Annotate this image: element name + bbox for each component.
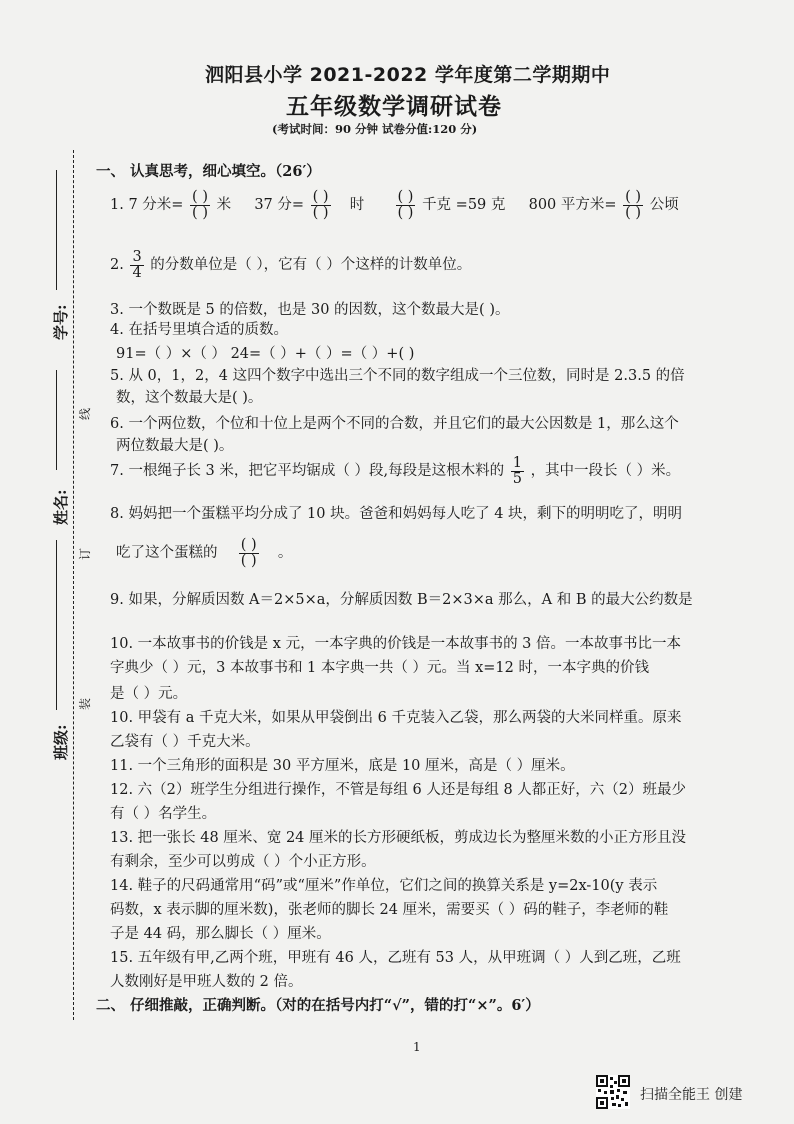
binding-dashed-line xyxy=(73,150,74,1020)
question-4-blanks: 91=（ ）×（ ） 24=（ ）+（ ）=（ ）+( ) xyxy=(116,346,415,362)
question-5-line1: 5. 从 0，1，2，4 这四个数字中选出三个不同的数字组成一个三位数，同时是 2.3.5 的倍 xyxy=(110,368,685,384)
q2-fraction: $\frac{3}{4}$ xyxy=(132,249,142,281)
exam-info: (考试时间：90 分钟 试卷分值:120 分) xyxy=(272,122,478,136)
question-15-line1: 15. 五年级有甲,乙两个班，甲班有 46 人，乙班有 53 人，从甲班调（ ）人到乙班，乙班 xyxy=(110,950,681,966)
q7-fraction: $\frac{1}{5}$ xyxy=(512,455,522,487)
bind-char: 装 xyxy=(78,697,92,710)
question-11: 11. 一个三角形的面积是 30 平方厘米，底是 10 厘米，高是（ ）厘米。 xyxy=(110,758,575,774)
question-2: 2. $\frac{3}{4}$ 的分数单位是（ ），它有（ ）个这样的计数单位。 xyxy=(110,249,472,281)
exam-title-line2: 五年级数学调研试卷 xyxy=(286,94,502,120)
q1-a-unit: 米 xyxy=(216,197,232,213)
qr-code-icon xyxy=(596,1075,630,1109)
q1-c-fraction: $\frac{( )}{( )}$ xyxy=(397,189,414,221)
q1-d-fraction: $\frac{( )}{( )}$ xyxy=(625,189,642,221)
question-13-line2: 有剩余，至少可以剪成（ ）个小正方形。 xyxy=(110,854,376,870)
q1-d-text: 800 平方米= xyxy=(528,197,617,213)
student-id-label: 学号: xyxy=(52,304,70,340)
section2-heading: 二、 仔细推敲，正确判断。（对的在括号内打“√”，错的打“×”。6′） xyxy=(96,997,540,1014)
staple-char: 订 xyxy=(78,547,92,560)
question-10b-line1: 10. 甲袋有 a 千克大米，如果从甲袋倒出 6 千克装入乙袋，那么两袋的大米同样重。原来 xyxy=(110,710,682,726)
question-14-line1: 14. 鞋子的尺码通常用“码”或“厘米”作单位，它们之间的换算关系是 y=2x-10(y 表示 xyxy=(110,878,658,894)
q1-b-text: 37 分= xyxy=(254,197,305,213)
question-10b-line2: 乙袋有（ ）千克大米。 xyxy=(110,734,260,750)
question-8-line2: 吃了这个蛋糕的 $\frac{( )}{( )}$ 。 xyxy=(116,537,293,569)
q1-b-unit: 时 xyxy=(349,197,365,213)
name-underline-top xyxy=(56,370,57,470)
question-14-line3: 子是 44 码，那么脚长（ ）厘米。 xyxy=(110,926,331,942)
line-char: 线 xyxy=(78,407,92,420)
q1-b-fraction: $\frac{( )}{( )}$ xyxy=(312,189,329,221)
question-10-line2: 字典少（ ）元，3 本故事书和 1 本字典一共（ ）元。当 x=12 时，一本字典的价钱 xyxy=(110,660,649,676)
q1-a-text: 1. 7 分米= xyxy=(110,197,184,213)
class-underline xyxy=(56,590,57,710)
question-8-line1: 8. 妈妈把一个蛋糕平均分成了 10 块。爸爸和妈妈每人吃了 4 块，剩下的明明吃了，明明 xyxy=(110,506,683,522)
q8-fraction: $\frac{( )}{( )}$ xyxy=(240,537,257,569)
question-7: 7. 一根绳子长 3 米，把它平均锯成（ ）段,每段是这根木料的 $\frac{1}{5}$ ，其中一段长（ ）米。 xyxy=(110,455,681,487)
question-10-line1: 10. 一本故事书的价钱是 x 元，一本字典的价钱是一本故事书的 3 倍。一本故事书比一本 xyxy=(110,636,682,652)
question-5-line2: 数，这个数最大是( )。 xyxy=(116,390,263,406)
question-15-line2: 人数刚好是甲班人数的 2 倍。 xyxy=(110,974,303,990)
question-12-line2: 有（ ）名学生。 xyxy=(110,806,217,822)
question-1 xyxy=(110,190,679,220)
name-label: 姓名: xyxy=(52,489,70,525)
question-6-line2: 两位数最大是( )。 xyxy=(116,438,234,454)
page-number: 1 xyxy=(413,1040,421,1054)
question-6-line1: 6. 一个两位数，个位和十位上是两个不同的合数，并且它们的最大公因数是 1，那么这个 xyxy=(110,416,679,432)
scanner-watermark: 扫描全能王 创建 xyxy=(640,1087,743,1103)
question-3: 3. 一个数既是 5 的倍数，也是 30 的因数，这个数最大是( )。 xyxy=(110,302,510,318)
question-14-line2: 码数，x 表示脚的厘米数)，张老师的脚长 24 厘米，需要买（ ）码的鞋子，李老师的鞋 xyxy=(110,902,669,918)
question-10-line3: 是（ ）元。 xyxy=(110,686,188,702)
question-13-line1: 13. 把一张长 48 厘米、宽 24 厘米的长方形硬纸板，剪成边长为整厘米数的小正方形且没 xyxy=(110,830,687,846)
question-4: 4. 在括号里填合适的质数。 xyxy=(110,322,288,338)
student-id-underline xyxy=(56,170,57,290)
q1-d-unit: 公顷 xyxy=(649,197,679,213)
q1-a-fraction: $\frac{( )}{( )}$ xyxy=(192,189,208,221)
exam-title-line1: 泗阳县小学 2021-2022 学年度第二学期期中 xyxy=(205,64,611,86)
class-label: 班级: xyxy=(52,724,70,760)
question-9: 9. 如果，分解质因数 A＝2×5×a，分解质因数 B＝2×3×a 那么，A 和 B 的最大公约数是 xyxy=(110,592,693,608)
question-12-line1: 12. 六（2）班学生分组进行操作，不管是每组 6 人还是每组 8 人都正好，六（2）班最少 xyxy=(110,782,687,798)
section1-heading: 一、 认真思考，细心填空。（26′） xyxy=(96,163,321,180)
q1-c-unit: 千克 =59 克 xyxy=(422,197,506,213)
